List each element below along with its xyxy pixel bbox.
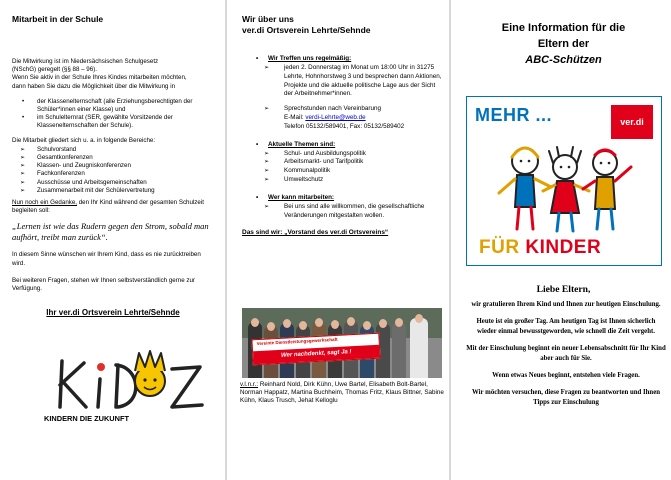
join-heading: • Wer kann mitarbeiten: [256,193,335,201]
questions-text: Bei weiteren Fragen, stehen wir Ihnen selbstverständlich gerne zur Verfügung. [12,276,195,293]
paragraph: Wenn etwas Neues beginnt, entstehen viele Fragen. [492,372,640,380]
arrow-bullet-icon: ➢ [264,159,270,166]
mehr-fuer-kinder-logo [466,96,662,266]
heading-mitarbeit: Mitarbeit in der Schule [12,14,104,24]
intro-line: Wenn Sie aktiv in der Schule Ihres Kindes mitarbeiten möchten, [12,74,187,82]
arrow-bullet-icon: ➢ [264,168,270,175]
verdi-banner: Vereinte Dienstleistungsgewerkschaft Wer nachdenkt, sagt Ja ! [251,333,380,366]
email-link[interactable]: verdi-Lehrte@web.de [305,113,366,121]
welcome-text [466,300,666,415]
list-item: ➢ Gesamtkonferenzen [20,154,93,162]
arrow-bullet-icon: ➢ [20,171,26,178]
arrow-bullet-icon: ➢ [20,155,26,162]
list-item: ➢ jeden 2. Donnerstag im Monat um 18:00 Uhr in 31275 Lehrte, Hohnhorstweg 3 und besprechen dann Aktionen, Projekte und die aktuelle politische Lage aus der Sicht der Arbeitnehmer*innen. [264,64,442,98]
gliederung-text: Die Mitarbeit gliedert sich u. a. in folgende Bereiche: [12,136,156,144]
arrow-bullet-icon: ➢ [20,163,26,170]
board-group-photo [242,308,442,378]
topics-list [256,150,442,185]
ortsverein-footer-title: Ihr ver.di Ortsverein Lehrte/Sehnde [46,308,180,318]
greeting: Liebe Eltern, [536,284,591,295]
list-item: ➢ Schul- und Ausbildungspolitik [264,149,366,157]
fold-line-right [449,0,451,480]
paragraph: Mit der Einschulung beginnt ein neuer Lebensabschnitt für Ihr Kind aber auch für Sie. [466,345,666,362]
paragraph: wir gratulieren Ihrem Kind und Ihnen zur heutigen Einschulung. [471,301,661,308]
paragraph: Heute ist ein großer Tag. Am heutigen Tag ist Ihnen sicherlich wieder einmal bewusstgeworden, wie schnell die Zeit vergeht. [476,318,656,335]
fold-line-left [225,0,227,480]
verdi-logo: ver.di [611,105,653,139]
arrow-bullet-icon: ➢ [264,176,270,183]
kidz-tagline: KINDERN DIE ZUKUNFT [44,414,129,423]
arrow-bullet-icon: ➢ [20,146,26,153]
wish-text: In diesem Sinne wünschen wir Ihrem Kind, dass es nie zurücktreiben wird. [12,251,201,267]
list-item: ➢ Fachkonferenzen [20,170,85,178]
wir-ueber-uns-title: Wir über uns ver.di Ortsverein Lehrte/Sehnde [242,14,371,35]
join-section [256,194,442,221]
paragraph: Wir möchten versuchen, diese Fragen zu beantworten und Ihnen Tipps zur Einschulung [472,389,660,406]
children-illustration [495,137,635,233]
arrow-bullet-icon: ➢ [20,187,26,194]
list-item: • im Schulelternrat (SER, gewählte Vorsitzende der Klassenelternschaften der Schule). [22,114,173,130]
meeting-heading: • Wir Treffen uns regelmäßig: [256,55,352,62]
cover-title: Eine Information für die Eltern der ABC-Schützen [501,22,626,66]
participation-list [12,98,214,131]
gedanke-text: Nun noch ein Gedanke, den Ihr Kind während der gesamten Schulzeit begleiten soll: [12,199,204,215]
topics-section [256,141,442,185]
list-item: ➢ Zusammenarbeit mit der Schülervertretung [20,186,155,194]
list-item: • der Klassenelternschaft (alle Erziehungsberechtigten der Schüler*innen einer Klasse) und [22,97,193,114]
list-item: ➢ Sprechstunden nach Vereinbarung E-Mail: verdi-Lehrte@web.de Telefon 05132/589401, Fax: 05132/589402 [264,105,405,130]
arrow-bullet-icon: ➢ [264,150,270,157]
arrow-bullet-icon: ➢ [264,106,270,113]
list-item: ➢ Schulvorstand [20,145,77,153]
phone-text: Telefon 05132/589401, Fax: 05132/589402 [284,122,405,130]
intro-text [12,58,214,91]
meeting-list [256,64,442,132]
list-item: ➢ Kommunalpolitik [264,167,331,175]
photo-caption: v.l.n.r.: Reinhard Nold, Dirk Kühn, Uwe Bartel, Elisabeth Bolt-Bartel, Norman Happatz, Martina Buchheim, Thomas Fritz, Klaus Bittner, Sabine Kühn, Klaus Trusch, Jehat Kelloglu [240,381,444,405]
list-item: ➢ Umweltschutz [264,175,324,183]
list-item: ➢ Ausschüsse und Arbeitsgemeinschaften [20,178,147,186]
bullet-icon: • [22,114,25,122]
bullet-icon: • [22,97,25,105]
board-photo-title: Das sind wir: „Vorstand des ver.di Ortsvereins“ [242,229,389,237]
areas-list [12,146,214,195]
list-item: ➢ Klassen- und Zeugniskonferenzen [20,162,131,170]
arrow-bullet-icon: ➢ [20,179,26,186]
intro-line: dann haben Sie dazu die Möglichkeit über die Mitwirkung in [12,82,176,90]
logo-fuer-kinder-text: FÜR KINDER [479,237,602,258]
intro-line: Die Mitwirkung ist im Niedersächsischen Schulgesetz [12,58,159,65]
topics-heading: • Aktuelle Themen sind: [256,140,336,148]
middle-panel [234,0,446,480]
logo-mehr-text: MEHR ... [475,105,553,125]
meeting-section [256,55,442,132]
join-list [256,203,442,221]
arrow-bullet-icon: ➢ [264,203,270,210]
intro-line: (NSchG) geregelt (§§ 88 – 96). [12,66,97,74]
list-item: ➢ Bei uns sind alle willkommen, die gesellschaftliche Veränderungen mitgestalten wollen. [264,202,425,219]
list-item: ➢ Arbeitsmarkt- und Tarifpolitik [264,158,364,166]
arrow-bullet-icon: ➢ [264,65,270,71]
rudern-quote: „Lernen ist wie das Rudern gegen den Strom, sobald man aufhört, treibt man zurück“. [12,221,209,243]
